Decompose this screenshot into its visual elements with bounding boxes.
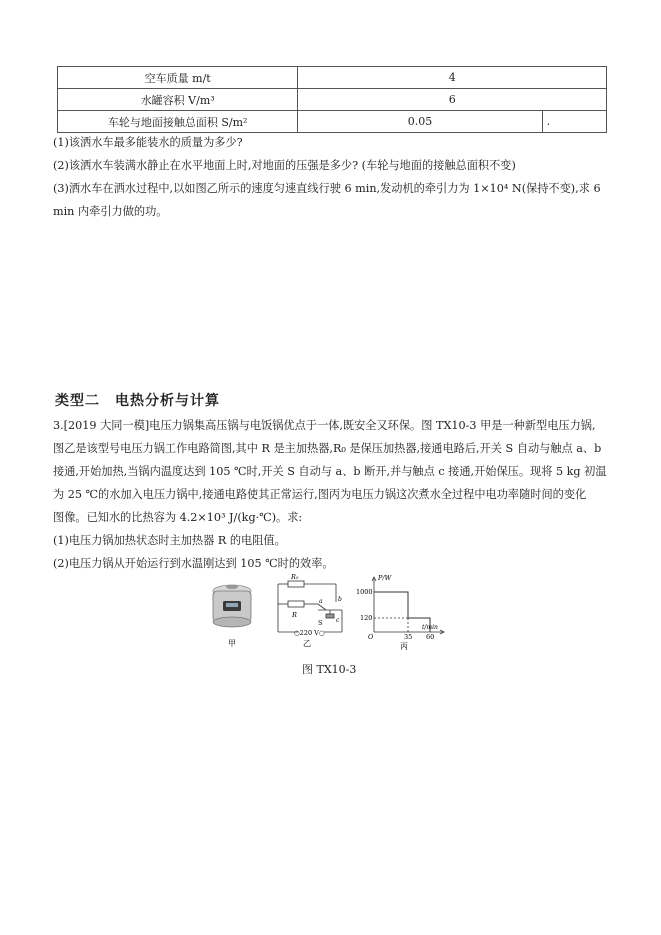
problem-3-sub-2: (2)电压力锅从开始运行到水温刚达到 105 ℃时的效率。 [53, 557, 334, 570]
table-cell-label: 车轮与地面接触总面积 S/m² [58, 111, 298, 133]
graph-x-35: 35 [404, 633, 413, 641]
question-3-line-1: (3)洒水车在洒水过程中,以如图乙所示的速度匀速直线行驶 6 min,发动机的牵引力为 1×10⁴ N(保持不变),求 6 [53, 182, 601, 195]
label-r: R [292, 611, 297, 619]
table-row [58, 89, 607, 111]
figure-caption: 图 TX10-3 [302, 663, 357, 676]
figure-tx10-3 [208, 574, 448, 654]
table-cell-label: 水罐容积 V/m³ [58, 89, 298, 111]
table-row [58, 67, 607, 89]
problem-3-line: 3.[2019 大同一模]电压力锅集高压锅与电饭锅优点于一体,既安全又环保。图 TX10-3 甲是一种新型电压力锅, [53, 419, 596, 432]
label-source: ○220 V○ [294, 629, 325, 637]
section-title: 类型二 电热分析与计算 [55, 393, 220, 409]
label-c: c [336, 617, 340, 624]
graph-ylabel: P/W [378, 574, 392, 582]
label-yi: 乙 [303, 639, 311, 648]
label-bing: 丙 [400, 642, 408, 651]
problem-3-line: 图像。已知水的比热容为 4.2×10³ J/(kg·℃)。求: [53, 511, 303, 524]
graph-x-60: 60 [426, 633, 435, 641]
table-cell-label: 空车质量 m/t [58, 67, 298, 89]
table-cell-value: 4 [298, 67, 607, 89]
problem-3-line: 接通,开始加热,当锅内温度达到 105 ℃时,开关 S 自动与 a、b 断开,并与触点 c 接通,开始保压。现将 5 kg 初温 [53, 465, 607, 478]
table-row [58, 111, 607, 133]
question-3-line-2: min 内牵引力做的功。 [53, 205, 168, 218]
pressure-cooker-image [213, 585, 251, 627]
circuit-diagram [278, 581, 342, 632]
problem-3-sub-1: (1)电压力锅加热状态时主加热器 R 的电阻值。 [53, 534, 286, 547]
graph-y-120: 120 [360, 614, 373, 622]
question-1: (1)该洒水车最多能装水的质量为多少? [53, 136, 243, 149]
graph-y-1000: 1000 [356, 588, 373, 596]
label-r0: R₀ [291, 574, 299, 581]
label-jia: 甲 [228, 639, 236, 648]
water-truck-spec-table [57, 66, 607, 133]
problem-3-line: 图乙是该型号电压力锅工作电路简图,其中 R 是主加热器,R₀ 是保压加热器,接通电路后,开关 S 自动与触点 a、b [53, 442, 602, 455]
graph-origin: O [368, 633, 374, 641]
graph-xlabel: t/min [422, 624, 438, 631]
label-a: a [319, 598, 323, 605]
label-b: b [338, 596, 342, 603]
label-s: S [318, 619, 323, 627]
question-2: (2)该洒水车装满水静止在水平地面上时,对地面的压强是多少? (车轮与地面的接触总面积不变) [53, 159, 516, 172]
table-cell-value: 6 [298, 89, 607, 111]
table-cell-extra: . [542, 111, 606, 133]
problem-3-line: 为 25 ℃的水加入电压力锅中,接通电路使其正常运行,图丙为电压力锅这次煮水全过程中电功率随时间的变化 [53, 488, 587, 501]
table-cell-value: 0.05 [298, 111, 542, 133]
